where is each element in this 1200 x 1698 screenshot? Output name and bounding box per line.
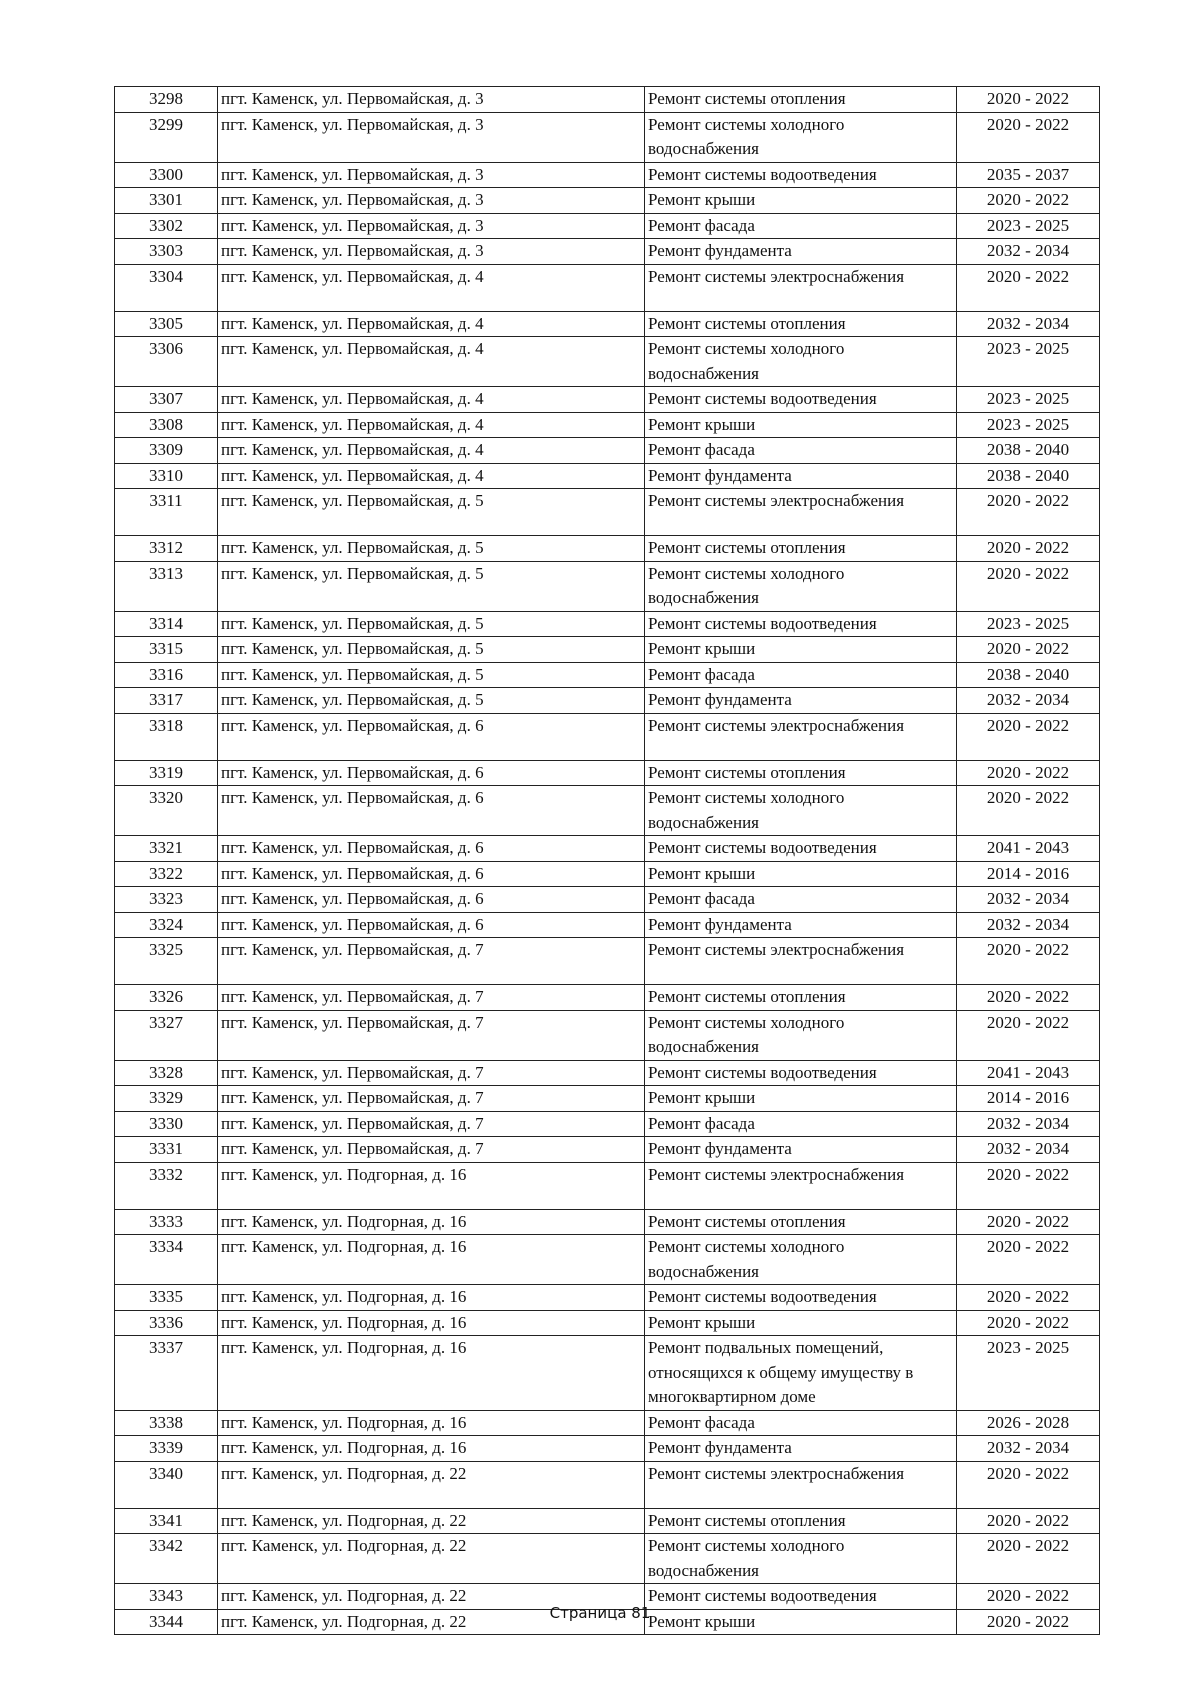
- row-period: 2023 - 2025: [957, 412, 1100, 438]
- row-period: 2032 - 2034: [957, 1436, 1100, 1462]
- row-address: пгт. Каменск, ул. Первомайская, д. 7: [218, 1086, 645, 1112]
- row-address: пгт. Каменск, ул. Первомайская, д. 6: [218, 861, 645, 887]
- row-address: пгт. Каменск, ул. Подгорная, д. 22: [218, 1534, 645, 1584]
- row-address: пгт. Каменск, ул. Первомайская, д. 4: [218, 264, 645, 311]
- row-address: пгт. Каменск, ул. Подгорная, д. 22: [218, 1508, 645, 1534]
- row-work-type: Ремонт системы водоотведения: [645, 611, 957, 637]
- row-number: 3300: [115, 162, 218, 188]
- table-row: [115, 836, 1100, 862]
- row-work-type: Ремонт фасада: [645, 1410, 957, 1436]
- row-work-type: Ремонт системы водоотведения: [645, 1584, 957, 1610]
- table-row: [115, 463, 1100, 489]
- row-period: 2032 - 2034: [957, 1137, 1100, 1163]
- row-number: 3333: [115, 1209, 218, 1235]
- row-work-type: Ремонт системы электроснабжения: [645, 938, 957, 985]
- row-number: 3322: [115, 861, 218, 887]
- row-number: 3315: [115, 637, 218, 663]
- page-number: Страница 81: [549, 1604, 651, 1622]
- table-row: [115, 1111, 1100, 1137]
- row-work-type: Ремонт фасада: [645, 438, 957, 464]
- row-period: 2032 - 2034: [957, 912, 1100, 938]
- table-row: [115, 985, 1100, 1011]
- row-period: 2020 - 2022: [957, 1310, 1100, 1336]
- row-work-type: Ремонт системы отопления: [645, 311, 957, 337]
- table-row: [115, 311, 1100, 337]
- row-address: пгт. Каменск, ул. Подгорная, д. 16: [218, 1235, 645, 1285]
- table-row: [115, 713, 1100, 760]
- table-row: [115, 1461, 1100, 1508]
- table-row: [115, 188, 1100, 214]
- row-period: 2038 - 2040: [957, 463, 1100, 489]
- table-row: [115, 1436, 1100, 1462]
- row-number: 3305: [115, 311, 218, 337]
- row-address: пгт. Каменск, ул. Первомайская, д. 6: [218, 786, 645, 836]
- table-body: [115, 87, 1100, 1635]
- row-work-type: Ремонт крыши: [645, 861, 957, 887]
- row-work-type: Ремонт системы электроснабжения: [645, 713, 957, 760]
- row-number: 3316: [115, 662, 218, 688]
- table-row: [115, 561, 1100, 611]
- table-row: [115, 1336, 1100, 1411]
- row-period: 2020 - 2022: [957, 87, 1100, 113]
- row-work-type: Ремонт системы холодного водоснабжения: [645, 1534, 957, 1584]
- row-work-type: Ремонт системы отопления: [645, 1508, 957, 1534]
- row-address: пгт. Каменск, ул. Подгорная, д. 22: [218, 1609, 645, 1635]
- row-number: 3299: [115, 112, 218, 162]
- row-period: 2020 - 2022: [957, 264, 1100, 311]
- table-row: [115, 1534, 1100, 1584]
- row-number: 3311: [115, 489, 218, 536]
- table-row: [115, 536, 1100, 562]
- row-address: пгт. Каменск, ул. Первомайская, д. 5: [218, 536, 645, 562]
- row-period: 2023 - 2025: [957, 611, 1100, 637]
- row-work-type: Ремонт системы электроснабжения: [645, 1162, 957, 1209]
- table-row: [115, 162, 1100, 188]
- row-work-type: Ремонт системы водоотведения: [645, 1285, 957, 1311]
- row-address: пгт. Каменск, ул. Первомайская, д. 6: [218, 836, 645, 862]
- row-number: 3328: [115, 1060, 218, 1086]
- row-work-type: Ремонт фундамента: [645, 239, 957, 265]
- row-number: 3314: [115, 611, 218, 637]
- row-number: 3329: [115, 1086, 218, 1112]
- row-address: пгт. Каменск, ул. Первомайская, д. 4: [218, 387, 645, 413]
- table-row: [115, 760, 1100, 786]
- table-row: [115, 87, 1100, 113]
- row-number: 3327: [115, 1010, 218, 1060]
- row-period: 2020 - 2022: [957, 713, 1100, 760]
- row-number: 3318: [115, 713, 218, 760]
- row-work-type: Ремонт системы отопления: [645, 87, 957, 113]
- table-row: [115, 412, 1100, 438]
- row-number: 3340: [115, 1461, 218, 1508]
- row-number: 3326: [115, 985, 218, 1011]
- table-row: [115, 264, 1100, 311]
- row-work-type: Ремонт системы холодного водоснабжения: [645, 112, 957, 162]
- row-work-type: Ремонт фундамента: [645, 463, 957, 489]
- row-period: 2020 - 2022: [957, 561, 1100, 611]
- row-address: пгт. Каменск, ул. Первомайская, д. 7: [218, 985, 645, 1011]
- row-work-type: Ремонт системы отопления: [645, 536, 957, 562]
- row-address: пгт. Каменск, ул. Первомайская, д. 6: [218, 713, 645, 760]
- row-period: 2038 - 2040: [957, 438, 1100, 464]
- repair-schedule-table: [114, 86, 1100, 1635]
- row-address: пгт. Каменск, ул. Первомайская, д. 4: [218, 438, 645, 464]
- row-address: пгт. Каменск, ул. Подгорная, д. 16: [218, 1162, 645, 1209]
- row-address: пгт. Каменск, ул. Первомайская, д. 7: [218, 1060, 645, 1086]
- row-address: пгт. Каменск, ул. Подгорная, д. 16: [218, 1410, 645, 1436]
- row-number: 3306: [115, 337, 218, 387]
- row-work-type: Ремонт системы водоотведения: [645, 1060, 957, 1086]
- row-period: 2020 - 2022: [957, 1461, 1100, 1508]
- row-work-type: Ремонт фундамента: [645, 912, 957, 938]
- row-address: пгт. Каменск, ул. Первомайская, д. 5: [218, 489, 645, 536]
- row-period: 2032 - 2034: [957, 1111, 1100, 1137]
- row-work-type: Ремонт фасада: [645, 1111, 957, 1137]
- table-row: [115, 688, 1100, 714]
- row-period: 2020 - 2022: [957, 1534, 1100, 1584]
- row-number: 3341: [115, 1508, 218, 1534]
- row-period: 2020 - 2022: [957, 1508, 1100, 1534]
- row-number: 3317: [115, 688, 218, 714]
- row-period: 2020 - 2022: [957, 637, 1100, 663]
- row-period: 2038 - 2040: [957, 662, 1100, 688]
- row-address: пгт. Каменск, ул. Первомайская, д. 4: [218, 311, 645, 337]
- row-address: пгт. Каменск, ул. Первомайская, д. 3: [218, 87, 645, 113]
- row-work-type: Ремонт системы электроснабжения: [645, 489, 957, 536]
- table-row: [115, 213, 1100, 239]
- row-number: 3330: [115, 1111, 218, 1137]
- row-number: 3344: [115, 1609, 218, 1635]
- row-address: пгт. Каменск, ул. Первомайская, д. 4: [218, 337, 645, 387]
- row-number: 3331: [115, 1137, 218, 1163]
- row-period: 2020 - 2022: [957, 786, 1100, 836]
- row-number: 3334: [115, 1235, 218, 1285]
- row-work-type: Ремонт фасада: [645, 662, 957, 688]
- table-row: [115, 912, 1100, 938]
- row-number: 3301: [115, 188, 218, 214]
- row-work-type: Ремонт крыши: [645, 1086, 957, 1112]
- row-period: 2020 - 2022: [957, 1010, 1100, 1060]
- row-work-type: Ремонт подвальных помещений, относящихся к общему имуществу в многоквартирном доме: [645, 1336, 957, 1411]
- row-number: 3310: [115, 463, 218, 489]
- row-number: 3321: [115, 836, 218, 862]
- row-address: пгт. Каменск, ул. Первомайская, д. 7: [218, 1010, 645, 1060]
- row-period: 2032 - 2034: [957, 311, 1100, 337]
- row-address: пгт. Каменск, ул. Подгорная, д. 16: [218, 1336, 645, 1411]
- row-work-type: Ремонт фундамента: [645, 1137, 957, 1163]
- row-address: пгт. Каменск, ул. Подгорная, д. 16: [218, 1436, 645, 1462]
- table-row: [115, 337, 1100, 387]
- row-number: 3325: [115, 938, 218, 985]
- row-number: 3335: [115, 1285, 218, 1311]
- table-row: [115, 1209, 1100, 1235]
- row-period: 2020 - 2022: [957, 536, 1100, 562]
- row-period: 2020 - 2022: [957, 1285, 1100, 1311]
- table-row: [115, 662, 1100, 688]
- row-number: 3312: [115, 536, 218, 562]
- row-address: пгт. Каменск, ул. Подгорная, д. 16: [218, 1310, 645, 1336]
- table-row: [115, 489, 1100, 536]
- row-period: 2020 - 2022: [957, 112, 1100, 162]
- row-number: 3339: [115, 1436, 218, 1462]
- row-period: 2020 - 2022: [957, 1162, 1100, 1209]
- row-work-type: Ремонт системы электроснабжения: [645, 264, 957, 311]
- row-period: 2014 - 2016: [957, 1086, 1100, 1112]
- row-period: 2020 - 2022: [957, 985, 1100, 1011]
- row-work-type: Ремонт системы электроснабжения: [645, 1461, 957, 1508]
- row-period: 2032 - 2034: [957, 688, 1100, 714]
- row-period: 2020 - 2022: [957, 760, 1100, 786]
- table-row: [115, 1086, 1100, 1112]
- row-work-type: Ремонт фундамента: [645, 688, 957, 714]
- row-address: пгт. Каменск, ул. Первомайская, д. 5: [218, 688, 645, 714]
- row-work-type: Ремонт системы холодного водоснабжения: [645, 561, 957, 611]
- row-address: пгт. Каменск, ул. Первомайская, д. 5: [218, 637, 645, 663]
- row-number: 3308: [115, 412, 218, 438]
- table-row: [115, 1162, 1100, 1209]
- table-row: [115, 938, 1100, 985]
- row-number: 3319: [115, 760, 218, 786]
- row-number: 3313: [115, 561, 218, 611]
- row-work-type: Ремонт системы холодного водоснабжения: [645, 1010, 957, 1060]
- row-address: пгт. Каменск, ул. Первомайская, д. 5: [218, 561, 645, 611]
- row-work-type: Ремонт крыши: [645, 637, 957, 663]
- row-period: 2035 - 2037: [957, 162, 1100, 188]
- row-address: пгт. Каменск, ул. Первомайская, д. 6: [218, 912, 645, 938]
- row-number: 3303: [115, 239, 218, 265]
- row-work-type: Ремонт системы водоотведения: [645, 162, 957, 188]
- row-period: 2020 - 2022: [957, 1609, 1100, 1635]
- table-row: [115, 1137, 1100, 1163]
- row-address: пгт. Каменск, ул. Первомайская, д. 4: [218, 412, 645, 438]
- row-work-type: Ремонт системы холодного водоснабжения: [645, 337, 957, 387]
- row-work-type: Ремонт системы холодного водоснабжения: [645, 1235, 957, 1285]
- row-number: 3337: [115, 1336, 218, 1411]
- row-address: пгт. Каменск, ул. Первомайская, д. 3: [218, 213, 645, 239]
- row-period: 2041 - 2043: [957, 836, 1100, 862]
- table-row: [115, 239, 1100, 265]
- row-work-type: Ремонт фундамента: [645, 1436, 957, 1462]
- row-period: 2020 - 2022: [957, 1209, 1100, 1235]
- table-row: [115, 1310, 1100, 1336]
- row-address: пгт. Каменск, ул. Первомайская, д. 3: [218, 112, 645, 162]
- row-address: пгт. Каменск, ул. Первомайская, д. 7: [218, 938, 645, 985]
- row-address: пгт. Каменск, ул. Первомайская, д. 4: [218, 463, 645, 489]
- row-number: 3332: [115, 1162, 218, 1209]
- table-row: [115, 1410, 1100, 1436]
- row-period: 2023 - 2025: [957, 337, 1100, 387]
- table-row: [115, 887, 1100, 913]
- row-number: 3298: [115, 87, 218, 113]
- row-period: 2023 - 2025: [957, 1336, 1100, 1411]
- row-address: пгт. Каменск, ул. Первомайская, д. 7: [218, 1137, 645, 1163]
- row-period: 2023 - 2025: [957, 213, 1100, 239]
- row-number: 3342: [115, 1534, 218, 1584]
- table-row: [115, 1060, 1100, 1086]
- row-address: пгт. Каменск, ул. Подгорная, д. 16: [218, 1209, 645, 1235]
- table-row: [115, 1010, 1100, 1060]
- row-work-type: Ремонт крыши: [645, 412, 957, 438]
- row-period: 2020 - 2022: [957, 188, 1100, 214]
- table-row: [115, 387, 1100, 413]
- row-number: 3302: [115, 213, 218, 239]
- table-row: [115, 786, 1100, 836]
- row-number: 3307: [115, 387, 218, 413]
- row-number: 3309: [115, 438, 218, 464]
- row-address: пгт. Каменск, ул. Подгорная, д. 22: [218, 1584, 645, 1610]
- row-work-type: Ремонт фасада: [645, 887, 957, 913]
- row-period: 2026 - 2028: [957, 1410, 1100, 1436]
- row-number: 3343: [115, 1584, 218, 1610]
- row-work-type: Ремонт системы отопления: [645, 985, 957, 1011]
- row-period: 2020 - 2022: [957, 489, 1100, 536]
- row-address: пгт. Каменск, ул. Подгорная, д. 22: [218, 1461, 645, 1508]
- row-number: 3324: [115, 912, 218, 938]
- row-period: 2032 - 2034: [957, 887, 1100, 913]
- row-work-type: Ремонт крыши: [645, 1609, 957, 1635]
- row-address: пгт. Каменск, ул. Первомайская, д. 7: [218, 1111, 645, 1137]
- row-work-type: Ремонт системы отопления: [645, 760, 957, 786]
- row-address: пгт. Каменск, ул. Первомайская, д. 5: [218, 662, 645, 688]
- row-work-type: Ремонт крыши: [645, 188, 957, 214]
- row-work-type: Ремонт фасада: [645, 213, 957, 239]
- row-period: 2020 - 2022: [957, 1235, 1100, 1285]
- row-work-type: Ремонт системы водоотведения: [645, 836, 957, 862]
- table-row: [115, 1285, 1100, 1311]
- row-address: пгт. Каменск, ул. Первомайская, д. 5: [218, 611, 645, 637]
- table-row: [115, 1235, 1100, 1285]
- row-number: 3338: [115, 1410, 218, 1436]
- row-work-type: Ремонт системы водоотведения: [645, 387, 957, 413]
- table-row: [115, 611, 1100, 637]
- row-number: 3323: [115, 887, 218, 913]
- row-address: пгт. Каменск, ул. Подгорная, д. 16: [218, 1285, 645, 1311]
- row-number: 3320: [115, 786, 218, 836]
- row-address: пгт. Каменск, ул. Первомайская, д. 3: [218, 188, 645, 214]
- row-address: пгт. Каменск, ул. Первомайская, д. 3: [218, 162, 645, 188]
- row-work-type: Ремонт системы холодного водоснабжения: [645, 786, 957, 836]
- table-row: [115, 438, 1100, 464]
- row-work-type: Ремонт крыши: [645, 1310, 957, 1336]
- row-period: 2032 - 2034: [957, 239, 1100, 265]
- row-period: 2020 - 2022: [957, 938, 1100, 985]
- row-address: пгт. Каменск, ул. Первомайская, д. 6: [218, 760, 645, 786]
- table-row: [115, 1508, 1100, 1534]
- row-address: пгт. Каменск, ул. Первомайская, д. 3: [218, 239, 645, 265]
- row-period: 2014 - 2016: [957, 861, 1100, 887]
- row-number: 3304: [115, 264, 218, 311]
- row-number: 3336: [115, 1310, 218, 1336]
- table-row: [115, 112, 1100, 162]
- table-row: [115, 637, 1100, 663]
- row-period: 2023 - 2025: [957, 387, 1100, 413]
- row-work-type: Ремонт системы отопления: [645, 1209, 957, 1235]
- table-row: [115, 861, 1100, 887]
- row-period: 2020 - 2022: [957, 1584, 1100, 1610]
- row-address: пгт. Каменск, ул. Первомайская, д. 6: [218, 887, 645, 913]
- row-period: 2041 - 2043: [957, 1060, 1100, 1086]
